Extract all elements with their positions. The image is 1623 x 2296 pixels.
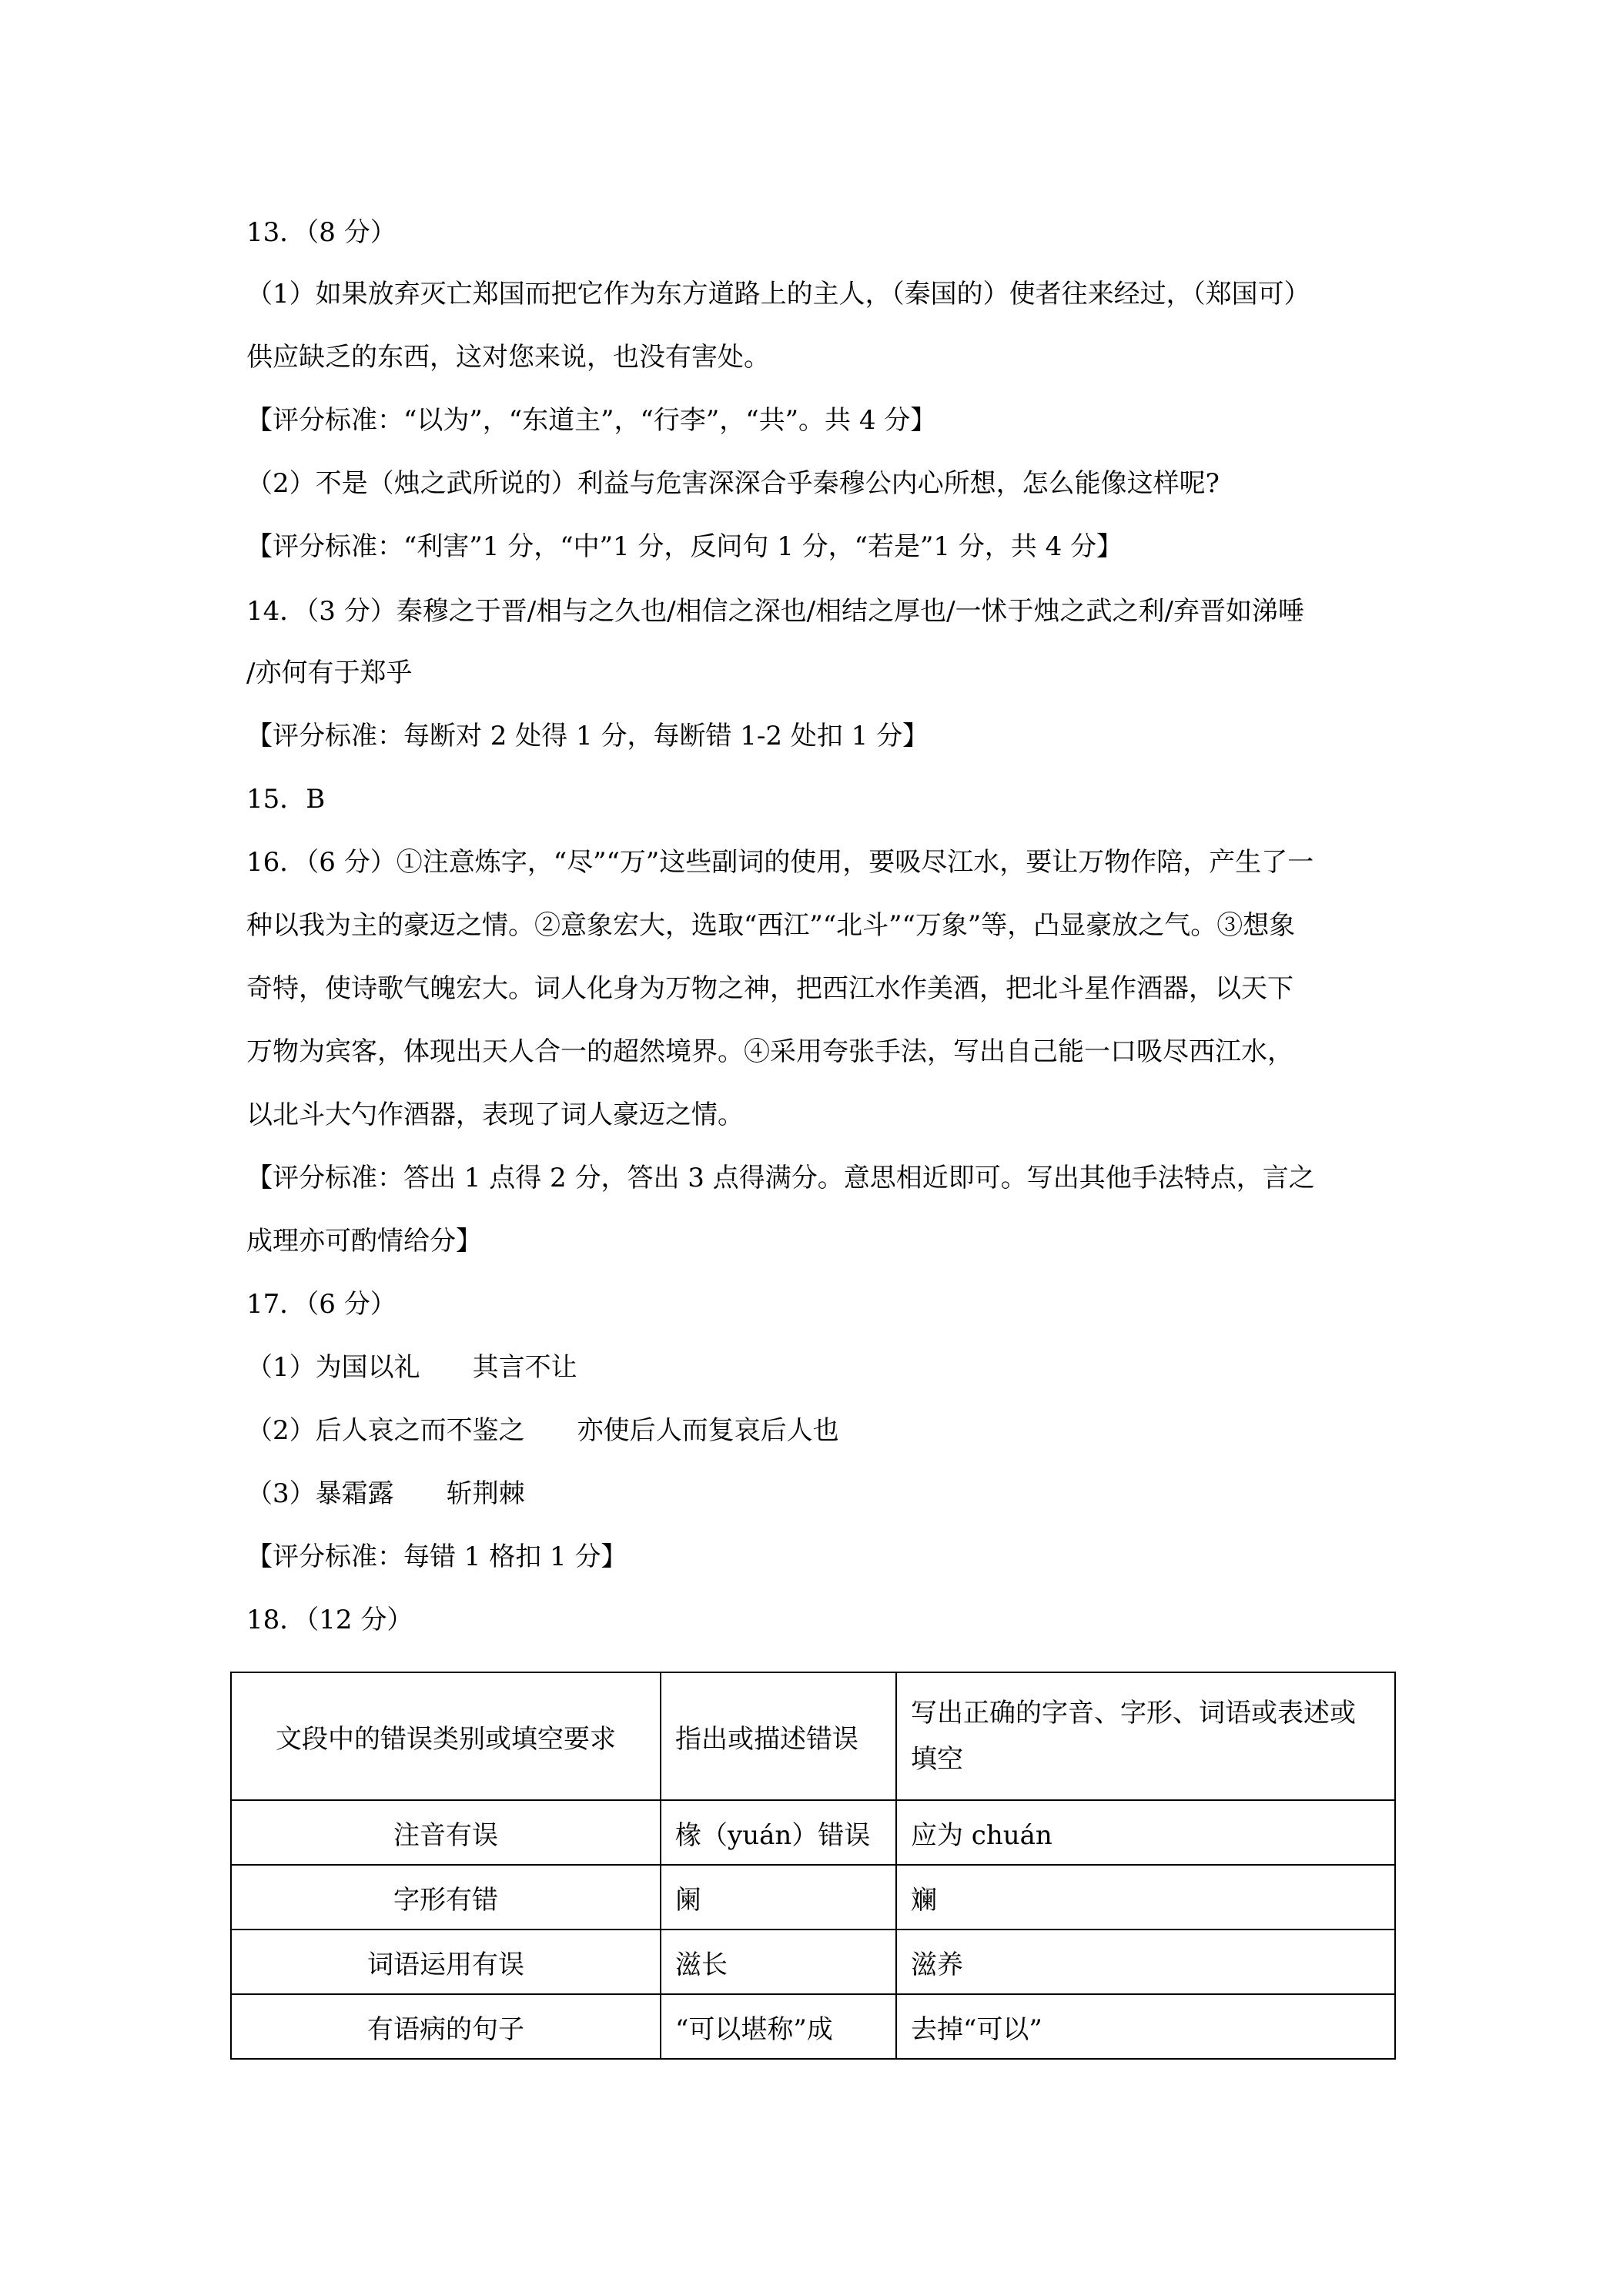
q16-scoring-line2: 成理亦可酌情给分】: [246, 1226, 482, 1257]
table-row: [231, 1865, 1395, 1930]
q17-part3: （3）暴霜露 斩荆棘: [246, 1478, 525, 1509]
question-13-heading: 13．（8 分）: [246, 217, 397, 248]
row-category: 字形有错: [231, 1865, 661, 1930]
row-error: “可以堪称”成: [661, 1994, 896, 2059]
header-correction: 写出正确的字音、字形、词语或表述或填空: [896, 1672, 1395, 1800]
table-header-row: [231, 1672, 1395, 1800]
row-correction: 应为 chuán: [896, 1800, 1395, 1865]
header-describe-error: 指出或描述错误: [661, 1672, 896, 1800]
row-error: 阑: [661, 1865, 896, 1930]
row-correction: 滋养: [896, 1930, 1395, 1994]
table-row: [231, 1994, 1395, 2059]
header-error-type: 文段中的错误类别或填空要求: [231, 1672, 661, 1800]
question-18-heading: 18．（12 分）: [246, 1605, 413, 1635]
row-error: 滋长: [661, 1930, 896, 1994]
q17-part1: （1）为国以礼 其言不让: [246, 1352, 577, 1383]
q13-part2: （2）不是（烛之武所说的）利益与危害深深合乎秦穆公内心所想，怎么能像这样呢?: [246, 468, 1220, 499]
row-category: 注音有误: [231, 1800, 661, 1865]
row-error: 椽（yuán）错误: [661, 1800, 896, 1865]
q17-part2: （2）后人哀之而不鉴之 亦使后人而复哀后人也: [246, 1415, 839, 1446]
question-14-line2: /亦何有于郑乎: [246, 658, 413, 688]
table-row: [231, 1800, 1395, 1865]
row-category: 词语运用有误: [231, 1930, 661, 1994]
q13-scoring-1: 【评分标准：“以为”，“东道主”，“行李”，“共”。共 4 分】: [246, 405, 937, 436]
row-category: 有语病的句子: [231, 1994, 661, 2059]
question-14-line1: 14．（3 分）秦穆之于晋/相与之久也/相信之深也/相结之厚也/一怵于烛之武之利/弃晋如涕唾: [246, 596, 1304, 627]
question-16-line5: 以北斗大勺作酒器，表现了词人豪迈之情。: [246, 1099, 744, 1130]
q13-scoring-2: 【评分标准：“利害”1 分，“中”1 分，反问句 1 分，“若是”1 分，共 4 分】: [246, 531, 1123, 562]
question-15: 15．B: [246, 784, 326, 815]
question-17-heading: 17．（6 分）: [246, 1289, 397, 1320]
q14-scoring: 【评分标准：每断对 2 处得 1 分，每断错 1-2 处扣 1 分】: [246, 721, 929, 751]
q13-part1-line2: 供应缺乏的东西，这对您来说，也没有害处。: [246, 342, 770, 373]
table-row: [231, 1930, 1395, 1994]
row-correction: 去掉“可以”: [896, 1994, 1395, 2059]
question-16-line2: 种以我为主的豪迈之情。②意象宏大，选取“西江”“北斗”“万象”等，凸显豪放之气。③想象: [246, 910, 1296, 941]
answer-table: [230, 1672, 1396, 2060]
question-16-line4: 万物为宾客，体现出天人合一的超然境界。④采用夸张手法，写出自己能一口吸尽西江水，: [246, 1036, 1293, 1067]
q16-scoring-line1: 【评分标准：答出 1 点得 2 分，答出 3 点得满分。意思相近即可。写出其他手法特点，言之: [246, 1163, 1315, 1193]
q13-part1-line1: （1）如果放弃灭亡郑国而把它作为东方道路上的主人，（秦国的）使者往来经过，（郑国可）: [246, 279, 1310, 310]
row-correction: 斓: [896, 1865, 1395, 1930]
question-16-line3: 奇特，使诗歌气魄宏大。词人化身为万物之神，把西江水作美酒，把北斗星作酒器，以天下: [246, 973, 1293, 1004]
question-16-line1: 16．（6 分）①注意炼字，“尽”“万”这些副词的使用，要吸尽江水，要让万物作陪，产生了一: [246, 847, 1314, 878]
q17-scoring: 【评分标准：每错 1 格扣 1 分】: [246, 1541, 627, 1572]
